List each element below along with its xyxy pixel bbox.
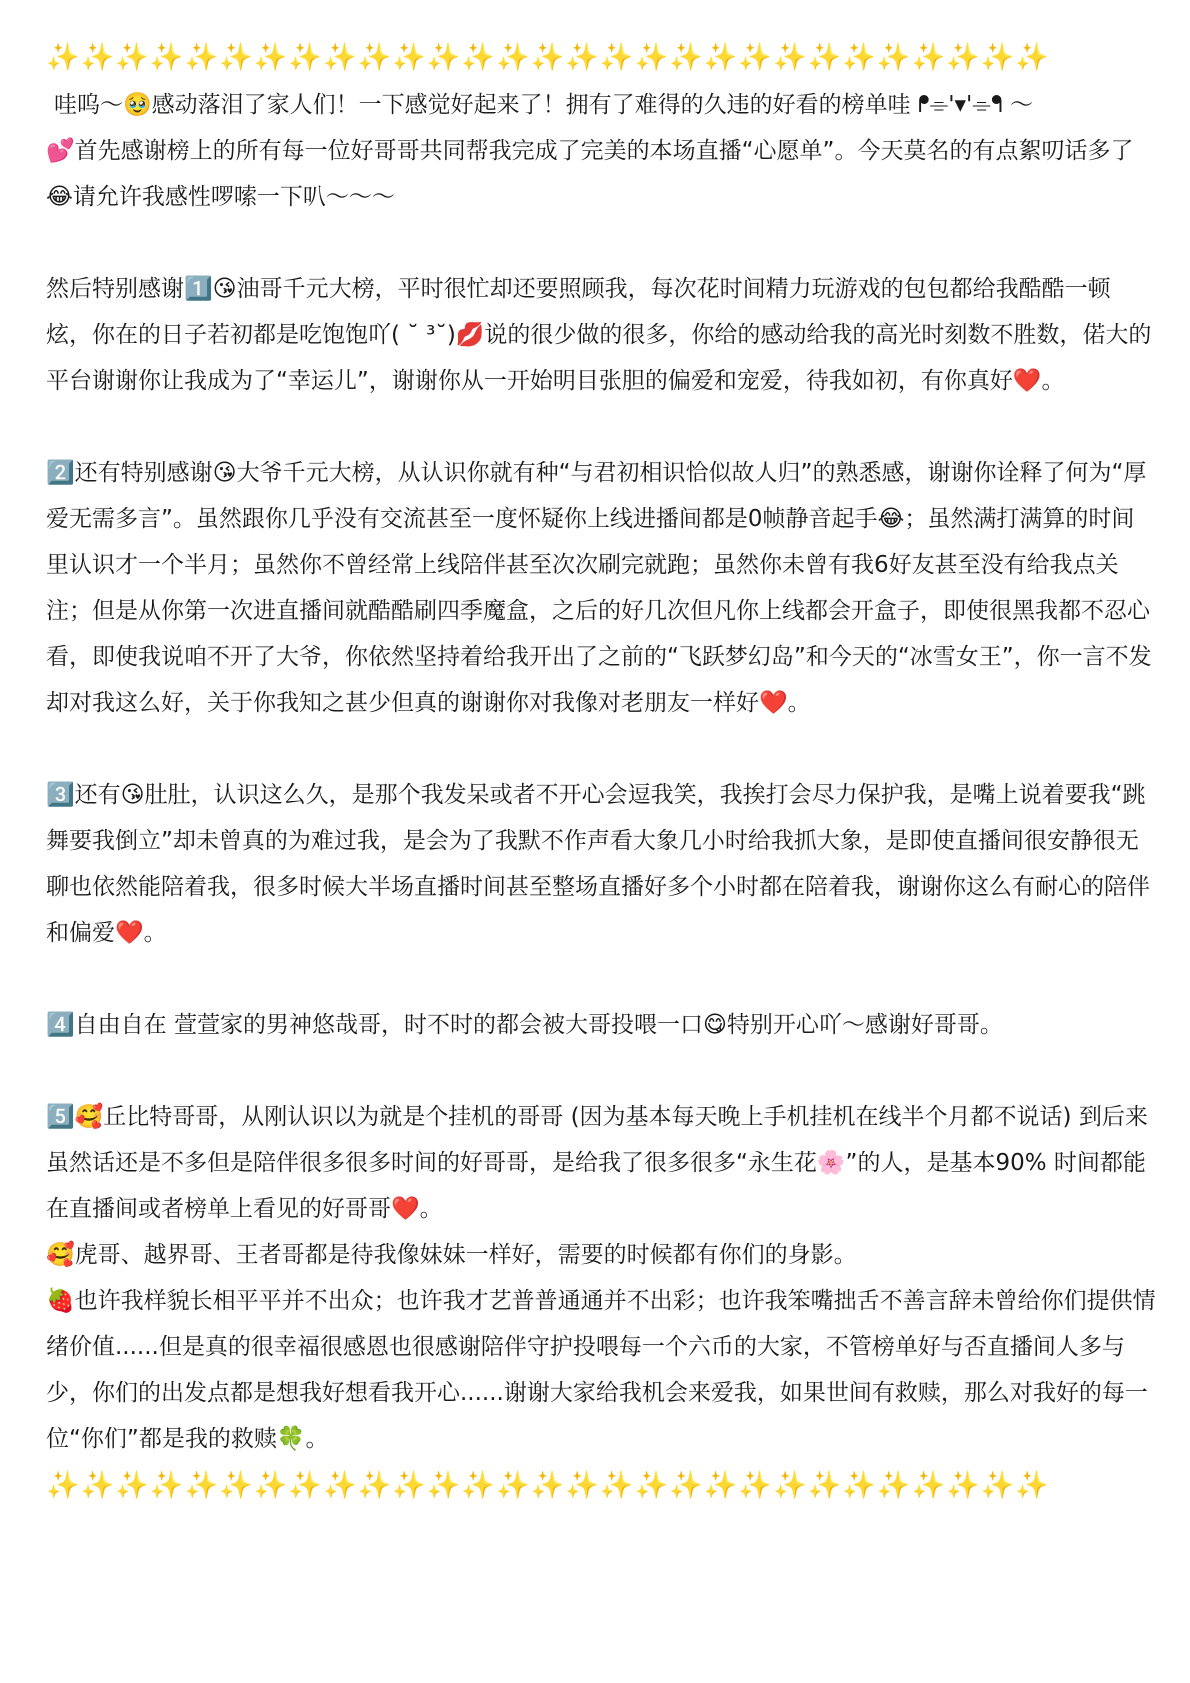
thanks-paragraph-3: 3️⃣还有😘肚肚，认识这么久，是那个我发呆或者不开心会逗我笑，我挨打会尽力保护我，是嘴上说着要我“跳舞要我倒立”却未曾真的为难过我，是会为了我默不作声看大象几小时给我抓大象，是即使直播间很安静很无聊也依然能陪着我，很多时候大半场直播时间甚至整场直播好多个小时都在陪着我，谢谢你这么有耐心的陪伴和偏爱❤️。 (46, 782, 1150, 946)
thanks-paragraph-1: 然后特别感谢1️⃣😘油哥千元大榜，平时很忙却还要照顾我，每次花时间精力玩游戏的包包都给我酷酷一顿炫，你在的日子若初都是吃饱饱吖( ˘ ³˘)💋说的很少做的很多，你给的感动给我的高光时刻数不胜数，偌大的平台谢谢你让我成为了“幸运儿”，谢谢你从一开始明目张胆的偏爱和宠爱，待我如初，有你真好❤️。 (46, 276, 1152, 394)
thanks-paragraph-2: 2️⃣还有特别感谢😘大爷千元大榜，从认识你就有种“与君初相识恰似故人归”的熟悉感，谢谢你诠释了何为“厚爱无需多言”。虽然跟你几乎没有交流甚至一度怀疑你上线进播间都是0帧静音起手😂；虽然满打满算的时间里认识才一个半月；虽然你不曾经常上线陪伴甚至次次刷完就跑；虽然你未曾有我6好友甚至没有给我点关注；但是从你第一次进直播间就酷酷刷四季魔盒，之后的好几次但凡你上线都会开盒子，即使很黑我都不忍心看，即使我说咱不开了大爷，你依然坚持着给我开出了之前的“飞跃梦幻岛”和今天的“冰雪女王”，你一言不发却对我这么好，关于你我知之甚少但真的谢谢你对我像对老朋友一样好❤️。 (46, 460, 1152, 716)
document-body (46, 34, 1156, 1510)
paragraph-gap (46, 220, 1156, 266)
closing-paragraph: 🍓也许我样貌长相平平并不出众；也许我才艺普普通通并不出彩；也许我笨嘴拙舌不善言辞未曾给你们提供情绪价值......但是真的很幸福很感恩也很感谢陪伴守护投喂每一个六币的大家，不管榜单好与否直播间人多与少，你们的出发点都是想我好想看我开心......谢谢大家给我机会来爱我，如果世间有救赎，那么对我好的每一位“你们”都是我的救赎🍀。 (46, 1288, 1156, 1452)
thanks-paragraph-5: 5️⃣🥰丘比特哥哥，从刚认识以为就是个挂机的哥哥 (因为基本每天晚上手机挂机在线半个月都不说话) 到后来虽然话还是不多但是陪伴很多很多时间的好哥哥，是给我了很多很多“永生花🌸”的人，是基本90% 时间都能在直播间或者榜单上看见的好哥哥❤️。 (46, 1104, 1148, 1222)
paragraph-gap (46, 726, 1156, 772)
thanks-paragraph-6: 🥰虎哥、越界哥、王者哥都是待我像妹妹一样好，需要的时候都有你们的身影。 (46, 1242, 857, 1268)
sparkle-divider-top: ✨✨✨✨✨✨✨✨✨✨✨✨✨✨✨✨✨✨✨✨✨✨✨✨✨✨✨✨✨ (46, 42, 1050, 73)
paragraph-gap (46, 404, 1156, 450)
paragraph-gap (46, 1048, 1156, 1094)
thanks-all-paragraph: 💕首先感谢榜上的所有每一位好哥哥共同帮我完成了完美的本场直播“心愿单”。今天莫名的有点絮叨话多了😂请允许我感性啰嗦一下叭～～～ (46, 138, 1134, 210)
thanks-paragraph-4: 4️⃣自由自在 萱萱家的男神悠哉哥，时不时的都会被大哥投喂一口😋特别开心吖～感谢好哥哥。 (46, 1012, 1003, 1038)
intro-paragraph: 哇呜～🥹感动落泪了家人们！一下感觉好起来了！拥有了难得的久违的好看的榜单哇 ᖰ⌯'▾'⌯ᖳ ～ (54, 92, 1033, 118)
paragraph-gap (46, 956, 1156, 1002)
sparkle-divider-bottom: ✨✨✨✨✨✨✨✨✨✨✨✨✨✨✨✨✨✨✨✨✨✨✨✨✨✨✨✨✨ (46, 1470, 1050, 1501)
